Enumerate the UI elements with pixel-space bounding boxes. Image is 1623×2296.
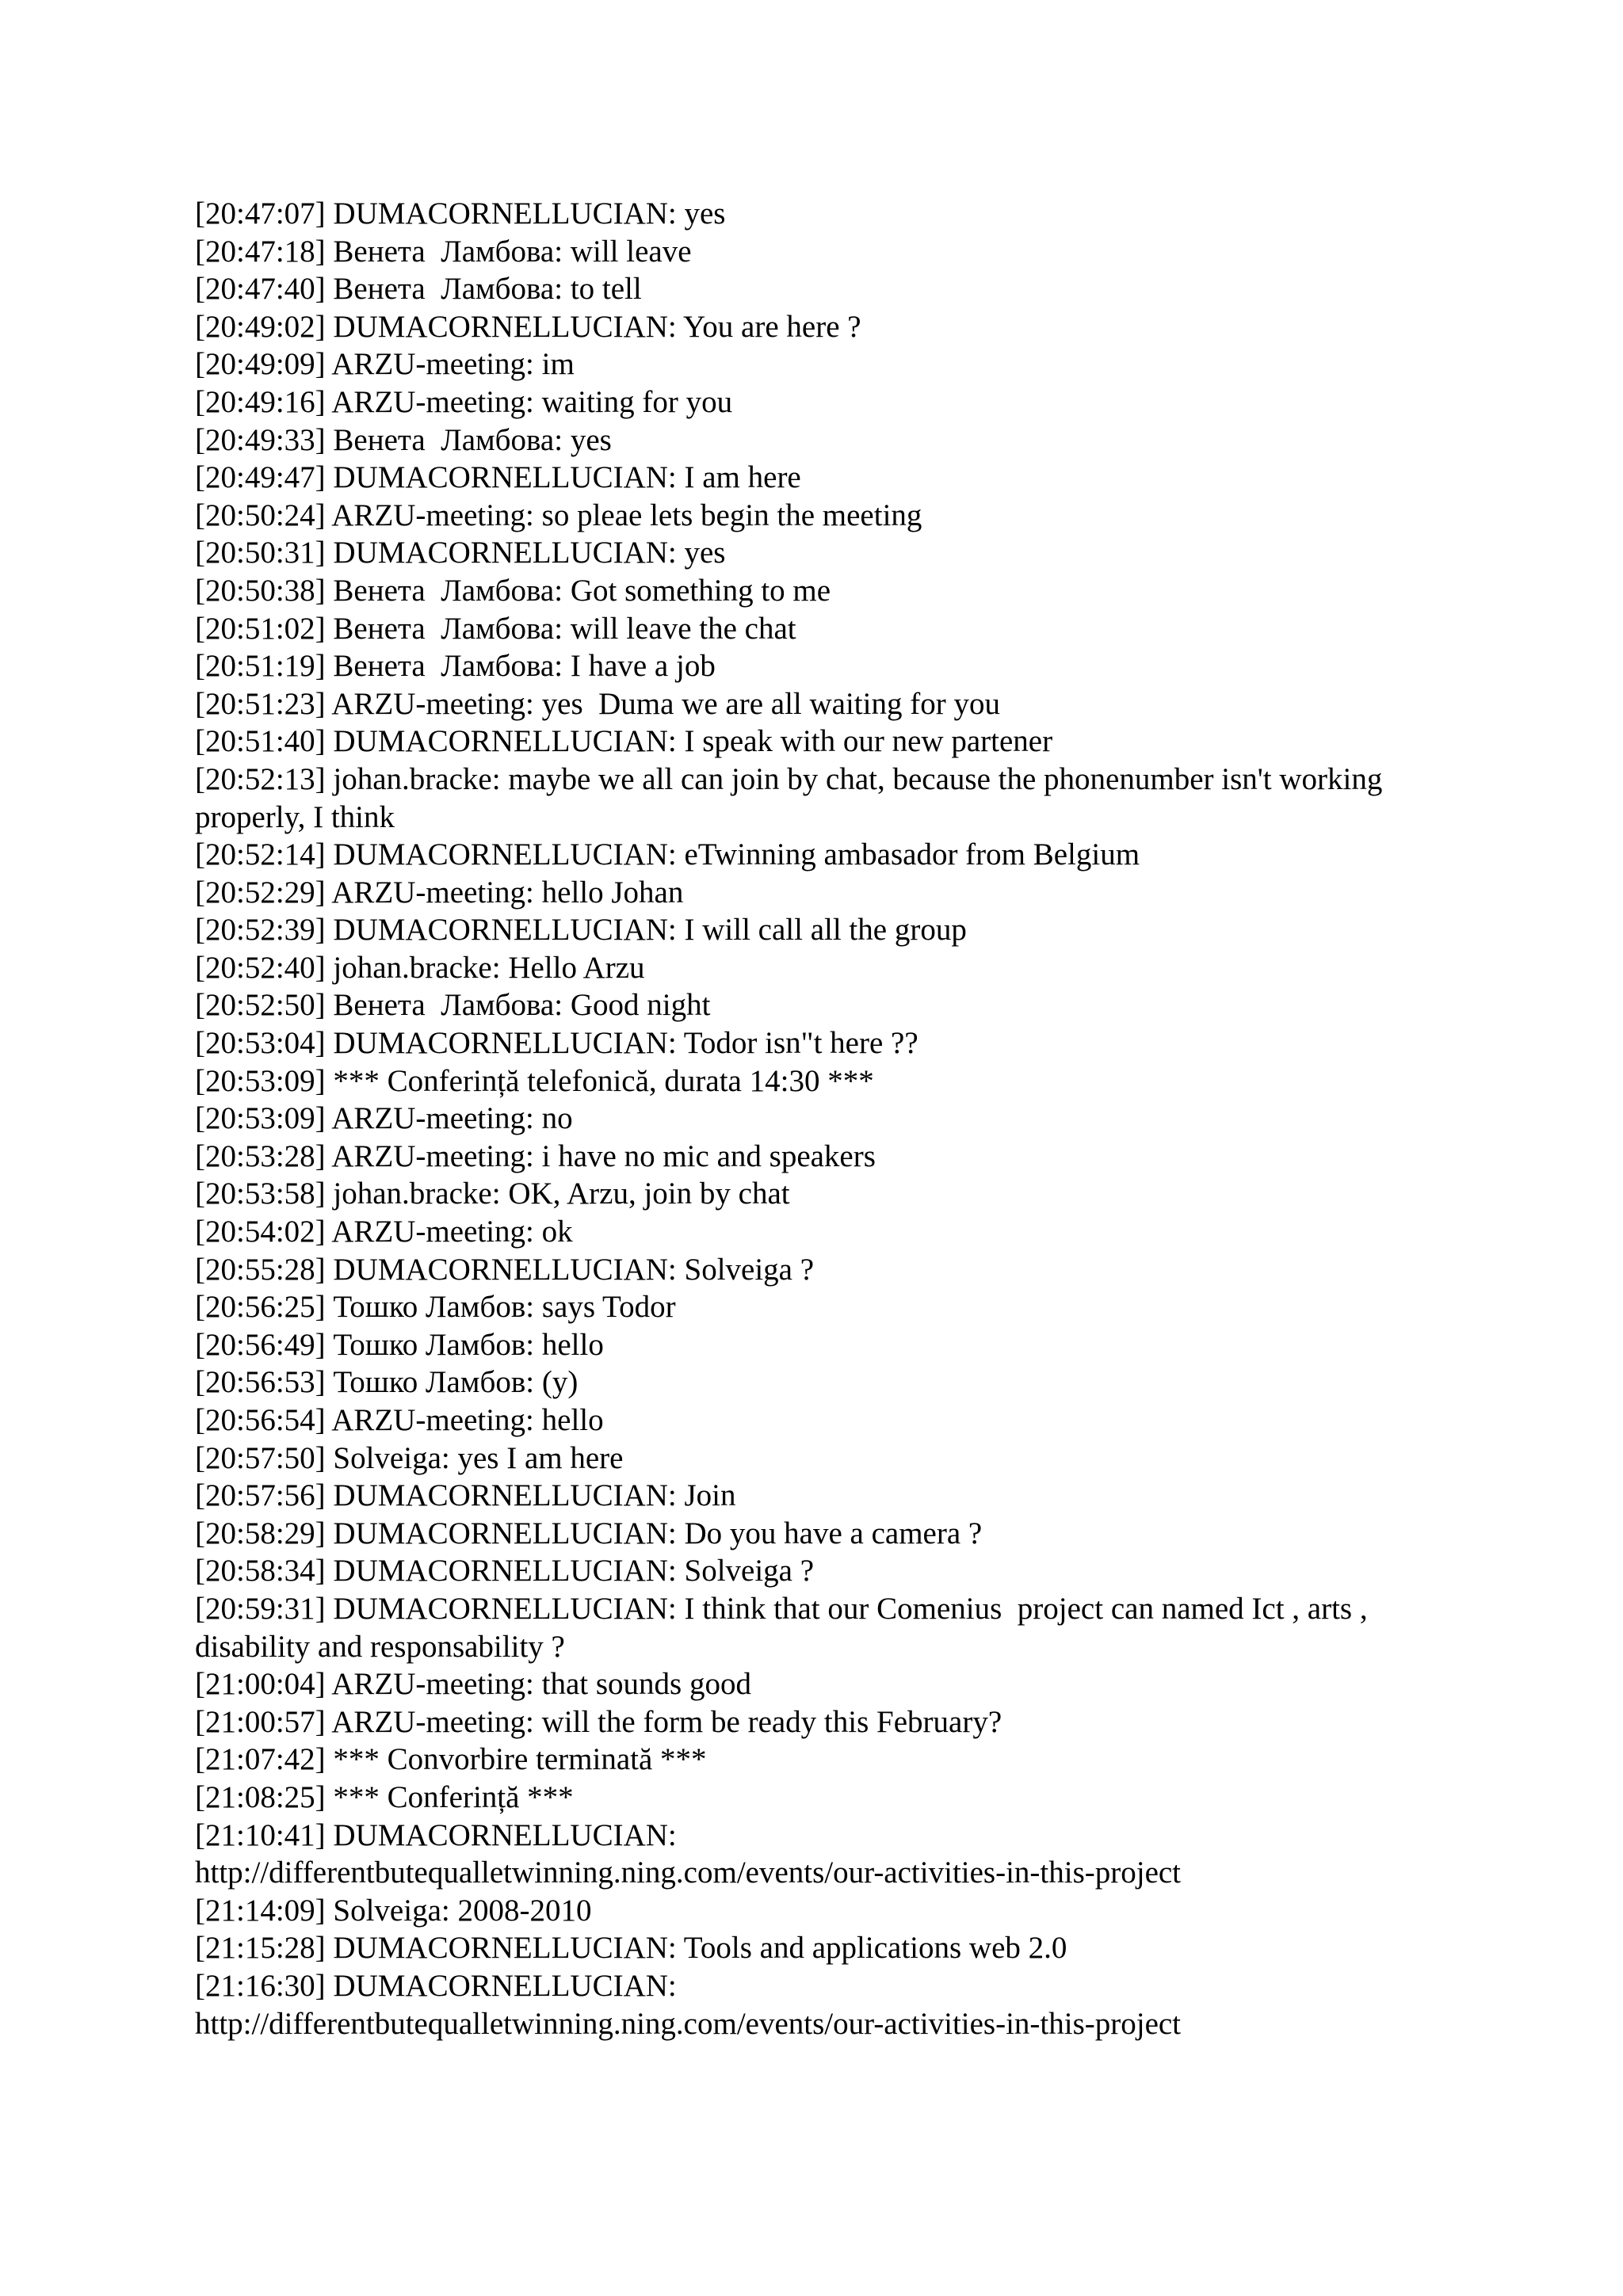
message-time: [20:56:25] xyxy=(195,1290,326,1325)
message-time: [20:57:56] xyxy=(195,1478,326,1513)
message-sender: Solveiga xyxy=(333,1893,441,1928)
message-text: will leave xyxy=(570,234,692,269)
message-sender: DUMACORNELLUCIAN xyxy=(333,1252,668,1287)
message-text: im xyxy=(541,347,575,382)
chat-message: [20:51:02] Венета Ламбова: will leave the chat xyxy=(195,611,796,646)
message-text: to tell xyxy=(570,272,642,307)
chat-message: [20:47:07] DUMACORNELLUCIAN: yes xyxy=(195,196,726,231)
chat-message: [20:53:04] DUMACORNELLUCIAN: Todor isn"t here ?? xyxy=(195,1026,918,1061)
message-time: [20:50:31] xyxy=(195,536,326,570)
message-sender: ARZU-meeting xyxy=(331,498,526,532)
message-sender: DUMACORNELLUCIAN xyxy=(333,1931,668,1966)
message-text: so pleae lets begin the meeting xyxy=(541,498,922,532)
chat-message xyxy=(195,1779,1431,1817)
message-text: Solveiga ? xyxy=(684,1252,815,1287)
message-text: maybe we all can join by chat, because the phonenumber isn't working properly, I think xyxy=(195,761,1391,834)
message-sender: DUMACORNELLUCIAN xyxy=(333,460,668,495)
message-sender: Венета Ламбова xyxy=(333,573,555,608)
message-text: Got something to me xyxy=(570,573,831,608)
message-sender: ARZU-meeting xyxy=(331,1215,526,1249)
chat-message: [20:56:49] Тошко Ламбов: hello xyxy=(195,1327,604,1362)
message-time: [20:49:47] xyxy=(195,460,326,495)
message-time: [20:52:39] xyxy=(195,913,326,948)
message-text: hello Johan xyxy=(541,875,684,910)
chat-message: [20:59:31] DUMACORNELLUCIAN: I think that our Comenius project can named Ict , arts , disability and responsability ? xyxy=(195,1591,1376,1664)
message-sender: Solveiga xyxy=(333,1440,441,1475)
message-time: [21:08:25] xyxy=(195,1779,326,1814)
chat-message: [20:49:33] Венета Ламбова: yes xyxy=(195,422,612,457)
message-text: *** Conferință telefonică, durata 14:30 *** xyxy=(333,1063,874,1098)
chat-message: [20:47:18] Венета Ламбова: will leave xyxy=(195,234,692,269)
message-text: Hello Arzu xyxy=(508,950,645,985)
message-time: [20:56:49] xyxy=(195,1327,326,1362)
message-text: You are here ? xyxy=(683,309,861,344)
message-sender: DUMACORNELLUCIAN xyxy=(333,1478,668,1513)
message-time: [20:49:16] xyxy=(195,384,326,419)
chat-message: [20:47:40] Венета Ламбова: to tell xyxy=(195,272,642,307)
message-time: [20:59:31] xyxy=(195,1591,326,1626)
message-text: OK, Arzu, join by chat xyxy=(508,1177,790,1211)
message-sender: Венета Ламбова xyxy=(333,234,555,269)
chat-message: [20:52:50] Венета Ламбова: Good night xyxy=(195,988,711,1023)
message-time: [20:52:13] xyxy=(195,761,326,796)
message-text: that sounds good xyxy=(541,1667,751,1702)
message-text: yes xyxy=(570,422,612,457)
message-sender: ARZU-meeting xyxy=(331,875,526,910)
chat-message: [21:14:09] Solveiga: 2008-2010 xyxy=(195,1893,592,1928)
chat-message: [20:49:47] DUMACORNELLUCIAN: I am here xyxy=(195,460,801,495)
message-time: [20:52:40] xyxy=(195,950,326,985)
message-time: [21:15:28] xyxy=(195,1931,326,1966)
message-sender: ARZU-meeting xyxy=(331,1704,526,1739)
message-time: [20:47:40] xyxy=(195,272,326,307)
message-time: [20:53:28] xyxy=(195,1138,326,1173)
message-time: [21:00:04] xyxy=(195,1667,326,1702)
message-time: [20:52:29] xyxy=(195,875,326,910)
message-text: waiting for you xyxy=(541,384,733,419)
message-text: Good night xyxy=(570,988,711,1023)
message-time: [20:50:38] xyxy=(195,573,326,608)
message-sender: DUMACORNELLUCIAN xyxy=(333,536,668,570)
message-sender: ARZU-meeting xyxy=(331,1138,526,1173)
chat-message: [20:51:40] DUMACORNELLUCIAN: I speak with our new partener xyxy=(195,724,1053,759)
message-sender: Венета Ламбова xyxy=(333,272,555,307)
message-text: Do you have a camera ? xyxy=(684,1516,983,1550)
chat-message: [21:15:28] DUMACORNELLUCIAN: Tools and applications web 2.0 xyxy=(195,1931,1067,1966)
message-text: http://differentbutequalletwinning.ning.com/events/our-activities-in-this-project xyxy=(195,2006,1182,2041)
message-sender: DUMACORNELLUCIAN xyxy=(333,724,668,759)
message-time: [21:16:30] xyxy=(195,1968,326,2003)
message-text: I think that our Comenius project can named Ict , arts , disability and responsability ? xyxy=(195,1591,1376,1664)
chat-message: [20:53:58] johan.bracke: OK, Arzu, join by chat xyxy=(195,1177,790,1211)
chat-message: [20:57:56] DUMACORNELLUCIAN: Join xyxy=(195,1478,736,1513)
chat-log xyxy=(195,195,1431,2042)
message-time: [21:10:41] xyxy=(195,1817,326,1852)
chat-message: [21:00:57] ARZU-meeting: will the form be ready this February? xyxy=(195,1704,1002,1739)
message-text: I will call all the group xyxy=(684,913,967,948)
chat-message: [20:54:02] ARZU-meeting: ok xyxy=(195,1215,573,1249)
message-sender: DUMACORNELLUCIAN xyxy=(333,913,668,948)
chat-message: [20:55:28] DUMACORNELLUCIAN: Solveiga ? xyxy=(195,1252,815,1287)
message-text: hello xyxy=(541,1327,604,1362)
message-time: [20:51:23] xyxy=(195,686,326,721)
chat-message: [20:56:25] Тошко Ламбов: says Todor xyxy=(195,1290,676,1325)
message-text: hello xyxy=(541,1403,604,1437)
message-text: Todor isn"t here ?? xyxy=(683,1026,918,1061)
message-sender: Венета Ламбова xyxy=(333,988,555,1023)
message-time: [20:47:07] xyxy=(195,196,326,231)
message-text: yes xyxy=(684,536,726,570)
message-text: 2008-2010 xyxy=(457,1893,592,1928)
message-time: [20:57:50] xyxy=(195,1440,326,1475)
chat-message: [21:00:04] ARZU-meeting: that sounds good xyxy=(195,1667,751,1702)
chat-message: [20:52:29] ARZU-meeting: hello Johan xyxy=(195,875,684,910)
chat-message xyxy=(195,1741,1431,1779)
message-text: ok xyxy=(541,1215,573,1249)
message-sender: johan.bracke xyxy=(333,1177,492,1211)
message-sender: ARZU-meeting xyxy=(331,384,526,419)
message-time: [20:49:02] xyxy=(195,309,326,344)
message-text: *** Conferință *** xyxy=(333,1779,574,1814)
message-text: i have no mic and speakers xyxy=(541,1138,876,1173)
message-time: [20:53:09] xyxy=(195,1101,326,1136)
message-sender: Тошко Ламбов xyxy=(333,1290,526,1325)
chat-message: [20:52:14] DUMACORNELLUCIAN: eTwinning ambasador from Belgium xyxy=(195,837,1140,872)
message-sender: johan.bracke xyxy=(333,761,492,796)
message-text: Solveiga ? xyxy=(684,1554,815,1589)
chat-message: [20:50:31] DUMACORNELLUCIAN: yes xyxy=(195,536,726,570)
message-sender: Венета Ламбова xyxy=(333,649,555,684)
chat-message: [20:51:23] ARZU-meeting: yes Duma we are all waiting for you xyxy=(195,686,1000,721)
message-text: I have a job xyxy=(570,649,716,684)
message-text: *** Convorbire terminată *** xyxy=(333,1742,707,1777)
message-sender: ARZU-meeting xyxy=(331,1403,526,1437)
message-time: [20:47:18] xyxy=(195,234,326,269)
message-sender: Венета Ламбова xyxy=(333,422,555,457)
message-text: Tools and applications web 2.0 xyxy=(683,1931,1067,1966)
chat-message: [20:58:29] DUMACORNELLUCIAN: Do you have a camera ? xyxy=(195,1516,983,1550)
message-text: will the form be ready this February? xyxy=(541,1704,1002,1739)
message-sender: ARZU-meeting xyxy=(331,686,526,721)
chat-message: [20:56:53] Тошко Ламбов: (y) xyxy=(195,1365,579,1400)
message-time: [20:56:54] xyxy=(195,1403,326,1437)
message-time: [20:50:24] xyxy=(195,498,326,532)
message-sender: DUMACORNELLUCIAN xyxy=(333,1591,668,1626)
message-sender: DUMACORNELLUCIAN xyxy=(333,1026,668,1061)
message-time: [20:51:19] xyxy=(195,649,326,684)
message-sender: Тошко Ламбов xyxy=(333,1365,526,1400)
chat-message: [20:52:13] johan.bracke: maybe we all can join by chat, because the phonenumber isn't working properly, I think xyxy=(195,761,1391,834)
message-sender: ARZU-meeting xyxy=(331,1667,526,1702)
chat-message: [20:53:09] ARZU-meeting: no xyxy=(195,1101,573,1136)
chat-message: [20:57:50] Solveiga: yes I am here xyxy=(195,1440,624,1475)
message-time: [20:55:28] xyxy=(195,1252,326,1287)
message-sender: DUMACORNELLUCIAN xyxy=(333,1554,668,1589)
chat-message: [20:50:24] ARZU-meeting: so pleae lets begin the meeting xyxy=(195,498,922,532)
chat-message: [20:52:40] johan.bracke: Hello Arzu xyxy=(195,950,645,985)
chat-message: [20:49:16] ARZU-meeting: waiting for you xyxy=(195,384,733,419)
message-time: [20:56:53] xyxy=(195,1365,326,1400)
chat-message: [20:49:09] ARZU-meeting: im xyxy=(195,347,575,382)
message-sender: ARZU-meeting xyxy=(331,347,526,382)
message-sender: DUMACORNELLUCIAN xyxy=(333,837,668,872)
message-sender: DUMACORNELLUCIAN xyxy=(333,1817,668,1852)
chat-message: [20:56:54] ARZU-meeting: hello xyxy=(195,1403,604,1437)
message-text: says Todor xyxy=(541,1290,676,1325)
message-time: [20:58:34] xyxy=(195,1554,326,1589)
message-time: [20:53:58] xyxy=(195,1177,326,1211)
message-sender: DUMACORNELLUCIAN xyxy=(333,1516,668,1550)
message-time: [21:07:42] xyxy=(195,1742,326,1777)
chat-message xyxy=(195,1062,1431,1100)
chat-message: [20:58:34] DUMACORNELLUCIAN: Solveiga ? xyxy=(195,1554,815,1589)
chat-message: [21:16:30] DUMACORNELLUCIAN: http://differentbutequalletwinning.ning.com/events/our-activities-in-this-project xyxy=(195,1968,1182,2041)
chat-message: [20:53:28] ARZU-meeting: i have no mic and speakers xyxy=(195,1138,876,1173)
message-text: will leave the chat xyxy=(570,611,796,646)
message-time: [21:00:57] xyxy=(195,1704,326,1739)
message-sender: DUMACORNELLUCIAN xyxy=(333,1968,668,2003)
message-text: yes xyxy=(684,196,726,231)
message-time: [20:51:40] xyxy=(195,724,326,759)
message-sender: Тошко Ламбов xyxy=(333,1327,526,1362)
chat-message: [20:49:02] DUMACORNELLUCIAN: You are here ? xyxy=(195,309,861,344)
message-sender: DUMACORNELLUCIAN xyxy=(333,309,668,344)
message-time: [20:53:09] xyxy=(195,1063,326,1098)
message-time: [20:49:33] xyxy=(195,422,326,457)
chat-message: [20:51:19] Венета Ламбова: I have a job xyxy=(195,649,716,684)
message-text: yes Duma we are all waiting for you xyxy=(541,686,1000,721)
chat-message: [20:52:39] DUMACORNELLUCIAN: I will call all the group xyxy=(195,913,967,948)
message-sender: Венета Ламбова xyxy=(333,611,555,646)
message-sender: DUMACORNELLUCIAN xyxy=(333,196,668,231)
message-text: no xyxy=(541,1101,573,1136)
message-time: [20:58:29] xyxy=(195,1516,326,1550)
message-text: Join xyxy=(684,1478,736,1513)
message-text: http://differentbutequalletwinning.ning.com/events/our-activities-in-this-project xyxy=(195,1855,1182,1890)
message-time: [20:54:02] xyxy=(195,1215,326,1249)
message-text: (y) xyxy=(541,1365,579,1400)
message-time: [20:51:02] xyxy=(195,611,326,646)
message-text: I speak with our new partener xyxy=(684,724,1053,759)
message-text: yes I am here xyxy=(457,1440,624,1475)
message-text: I am here xyxy=(684,460,801,495)
message-sender: ARZU-meeting xyxy=(331,1101,526,1136)
message-time: [20:53:04] xyxy=(195,1026,326,1061)
message-time: [20:52:14] xyxy=(195,837,326,872)
message-time: [21:14:09] xyxy=(195,1893,326,1928)
message-time: [20:49:09] xyxy=(195,347,326,382)
message-text: eTwinning ambasador from Belgium xyxy=(684,837,1140,872)
chat-message: [21:10:41] DUMACORNELLUCIAN: http://differentbutequalletwinning.ning.com/events/our-activities-in-this-project xyxy=(195,1817,1182,1890)
message-sender: johan.bracke xyxy=(333,950,492,985)
chat-message: [20:50:38] Венета Ламбова: Got something to me xyxy=(195,573,831,608)
message-time: [20:52:50] xyxy=(195,988,326,1023)
